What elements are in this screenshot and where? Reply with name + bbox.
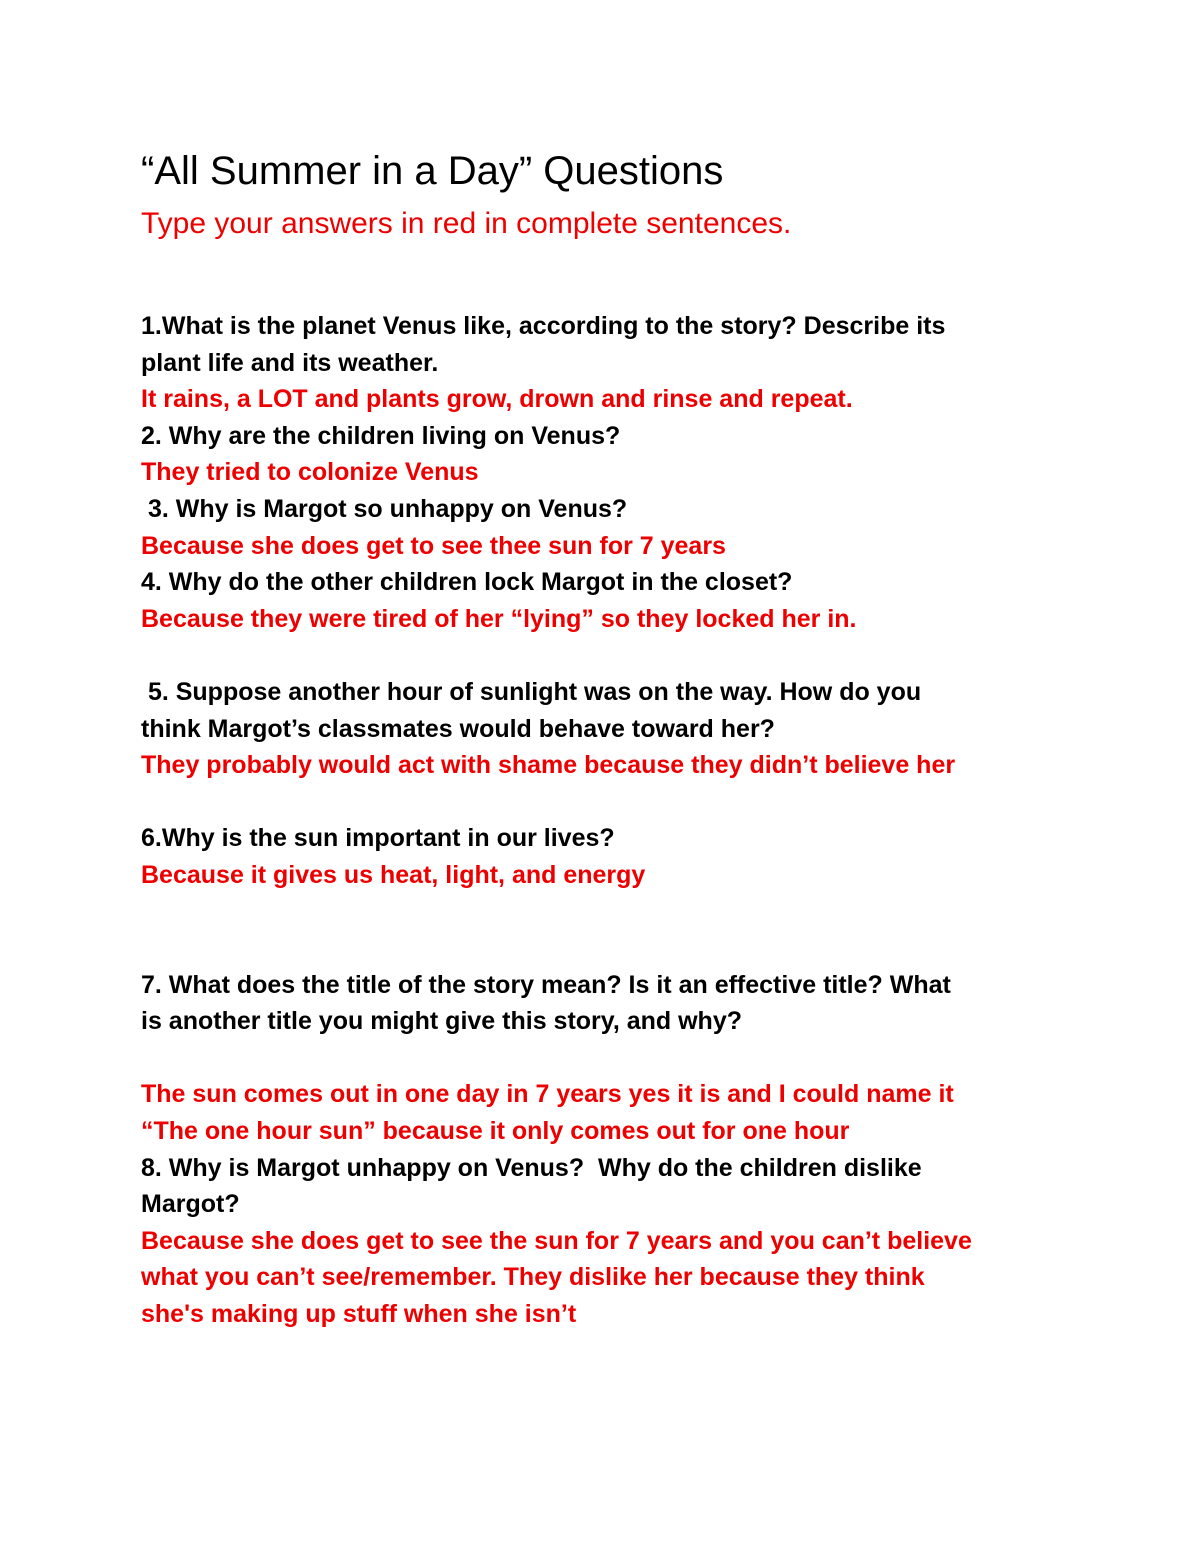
spacer xyxy=(141,637,1141,674)
question-1-line-1: 1.What is the planet Venus like, according to the story? Describe its xyxy=(141,312,946,340)
question-7-line-1: 7. What does the title of the story mean? Is it an effective title? What xyxy=(141,970,951,999)
spacer xyxy=(141,1040,1141,1077)
question-list xyxy=(141,308,1141,1333)
question-2: 2. Why are the children living on Venus? xyxy=(141,421,621,450)
answer-8-line-2: what you can’t see/remember. They dislike her because they think xyxy=(141,1263,925,1292)
question-8-line-2: Margot? xyxy=(141,1190,240,1219)
answer-8-line-1: Because she does get to see the sun for 7 years and you can’t believe xyxy=(141,1226,972,1255)
answer-3: Because she does get to see thee sun for 7 years xyxy=(141,531,726,560)
spacer xyxy=(141,930,1141,967)
answer-8-line-3: she's making up stuff when she isn’t xyxy=(141,1300,577,1329)
answer-5: They probably would act with shame because they didn’t believe her xyxy=(141,751,956,780)
question-5-line-2: think Margot’s classmates would behave toward her? xyxy=(141,714,775,743)
question-1-line-2: plant life and its weather. xyxy=(141,348,439,377)
answer-4: Because they were tired of her “lying” so they locked her in. xyxy=(141,604,857,633)
answer-2: They tried to colonize Venus xyxy=(141,458,479,487)
spacer xyxy=(141,894,1141,931)
answer-1: It rains, a LOT and plants grow, drown and rinse and repeat. xyxy=(141,385,853,414)
question-6: 6.Why is the sun important in our lives? xyxy=(141,824,615,853)
question-8-line-1: 8. Why is Margot unhappy on Venus? Why do the children dislike xyxy=(141,1153,922,1182)
question-3: 3. Why is Margot so unhappy on Venus? xyxy=(141,494,628,523)
spacer xyxy=(141,784,1141,821)
answer-7-line-1: The sun comes out in one day in 7 years yes it is and I could name it xyxy=(141,1080,954,1109)
question-7-line-2: is another title you might give this story, and why? xyxy=(141,1007,743,1036)
question-5-line-1: 5. Suppose another hour of sunlight was on the way. How do you xyxy=(141,677,922,706)
question-4: 4. Why do the other children lock Margot in the closet? xyxy=(141,568,793,597)
page-title: “All Summer in a Day” Questions xyxy=(141,149,724,193)
answer-6: Because it gives us heat, light, and energy xyxy=(141,860,646,889)
answer-7-line-2: “The one hour sun” because it only comes out for one hour xyxy=(141,1117,850,1146)
instruction-text: Type your answers in red in complete sentences. xyxy=(141,207,792,240)
